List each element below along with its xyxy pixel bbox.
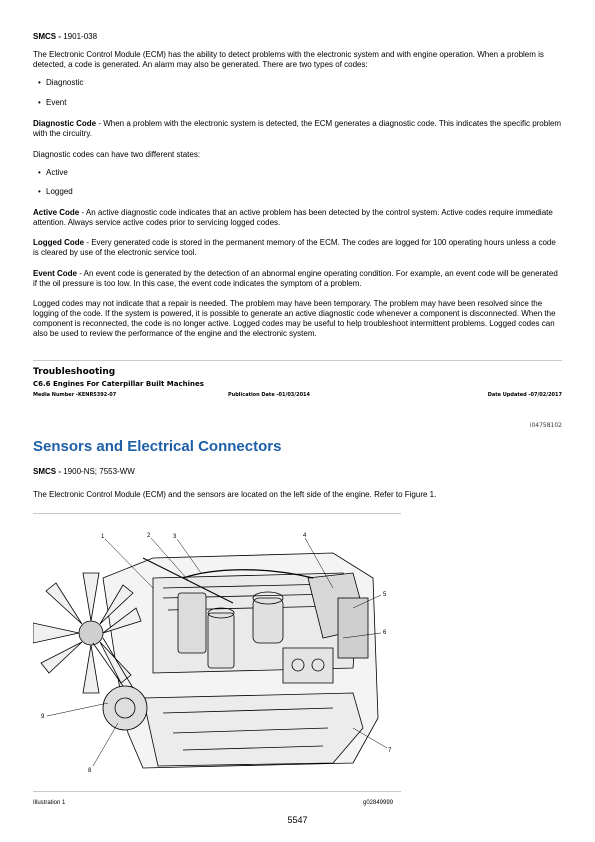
manual-title: Troubleshooting: [33, 367, 116, 377]
section-title: Sensors and Electrical Connectors: [33, 438, 282, 455]
figure-id: g02849999: [363, 800, 394, 806]
bullet-diagnostic: • Diagnostic: [46, 78, 83, 88]
smcs-line-2: SMCS - 1900-NS; 7553-WW: [33, 467, 135, 476]
callout-5: 5: [383, 592, 387, 598]
sensors-intro: The Electronic Control Module (ECM) and the sensors are located on the left side of the engine. Refer to Figure 1.: [33, 490, 437, 499]
callout-4: 4: [303, 533, 307, 539]
bullet-event: • Event: [46, 98, 66, 108]
manual-subtitle: C6.6 Engines For Caterpillar Built Machines: [33, 380, 204, 388]
section-divider: [33, 360, 562, 361]
figure-top-rule: [33, 513, 401, 514]
engine-illustration: [33, 518, 401, 786]
callout-6: 6: [383, 630, 387, 636]
intro-paragraph: The Electronic Control Module (ECM) has the ability to detect problems with the electronic system and with engine operation. When a problem is detected, a code is generated. An alarm may also be generated. There are two types of codes:: [33, 50, 544, 69]
callout-1: 1: [101, 534, 105, 540]
document-id: i04758102: [529, 422, 562, 429]
figure-caption: Illustration 1: [33, 800, 66, 806]
smcs-line: SMCS - 1901-038: [33, 32, 98, 41]
logged-code-paragraph: Logged Code - Every generated code is stored in the permanent memory of the ECM. The codes are logged for 100 operating hours unless a code is cleared by use of the electronic service tool.: [33, 238, 556, 257]
publication-date: Publication Date -01/03/2014: [228, 392, 311, 398]
figure-bottom-rule: [33, 791, 401, 792]
states-intro: Diagnostic codes can have two different states:: [33, 150, 201, 159]
callout-8: 8: [88, 768, 92, 774]
event-code-paragraph: Event Code - An event code is generated by the detection of an abnormal engine operating condition. For example, an event code will be generated if the oil pressure is too low. In this case, the event code indicates the symptom of a problem.: [33, 269, 558, 288]
active-code-paragraph: Active Code - An active diagnostic code indicates that an active problem has been detected by the control system. Active codes require immediate attention. Always service active codes prior to servicing logged codes.: [33, 208, 553, 227]
callout-9: 9: [41, 714, 45, 720]
callout-2: 2: [147, 533, 151, 539]
bullet-active: • Active: [46, 168, 68, 178]
diagnostic-code-paragraph: Diagnostic Code - When a problem with the electronic system is detected, the ECM generates a diagnostic code. This indicates the specific problem with the circuitry.: [33, 119, 562, 138]
page-number: 5547: [287, 815, 308, 825]
media-number: Media Number -KENR5392-07: [33, 392, 117, 398]
diagnostic-code-term: Diagnostic Code: [33, 119, 97, 128]
callout-3: 3: [173, 534, 177, 540]
date-updated: Date Updated -07/02/2017: [487, 392, 562, 398]
bullet-logged: • Logged: [46, 187, 73, 197]
callout-7: 7: [388, 748, 392, 754]
closing-paragraph: Logged codes may not indicate that a repair is needed. The problem may have been temporary. The problem may have been resolved since the logging of the code. If the system is powered, it is possible to generate an active diagnostic code whenever a component is disconnected. When the component is reconnected, the code is no longer active. Logged codes may be useful to help troubleshoot intermittent problems. Logged codes can also be used to review the performance of the engine and the electronic system.: [33, 299, 556, 338]
